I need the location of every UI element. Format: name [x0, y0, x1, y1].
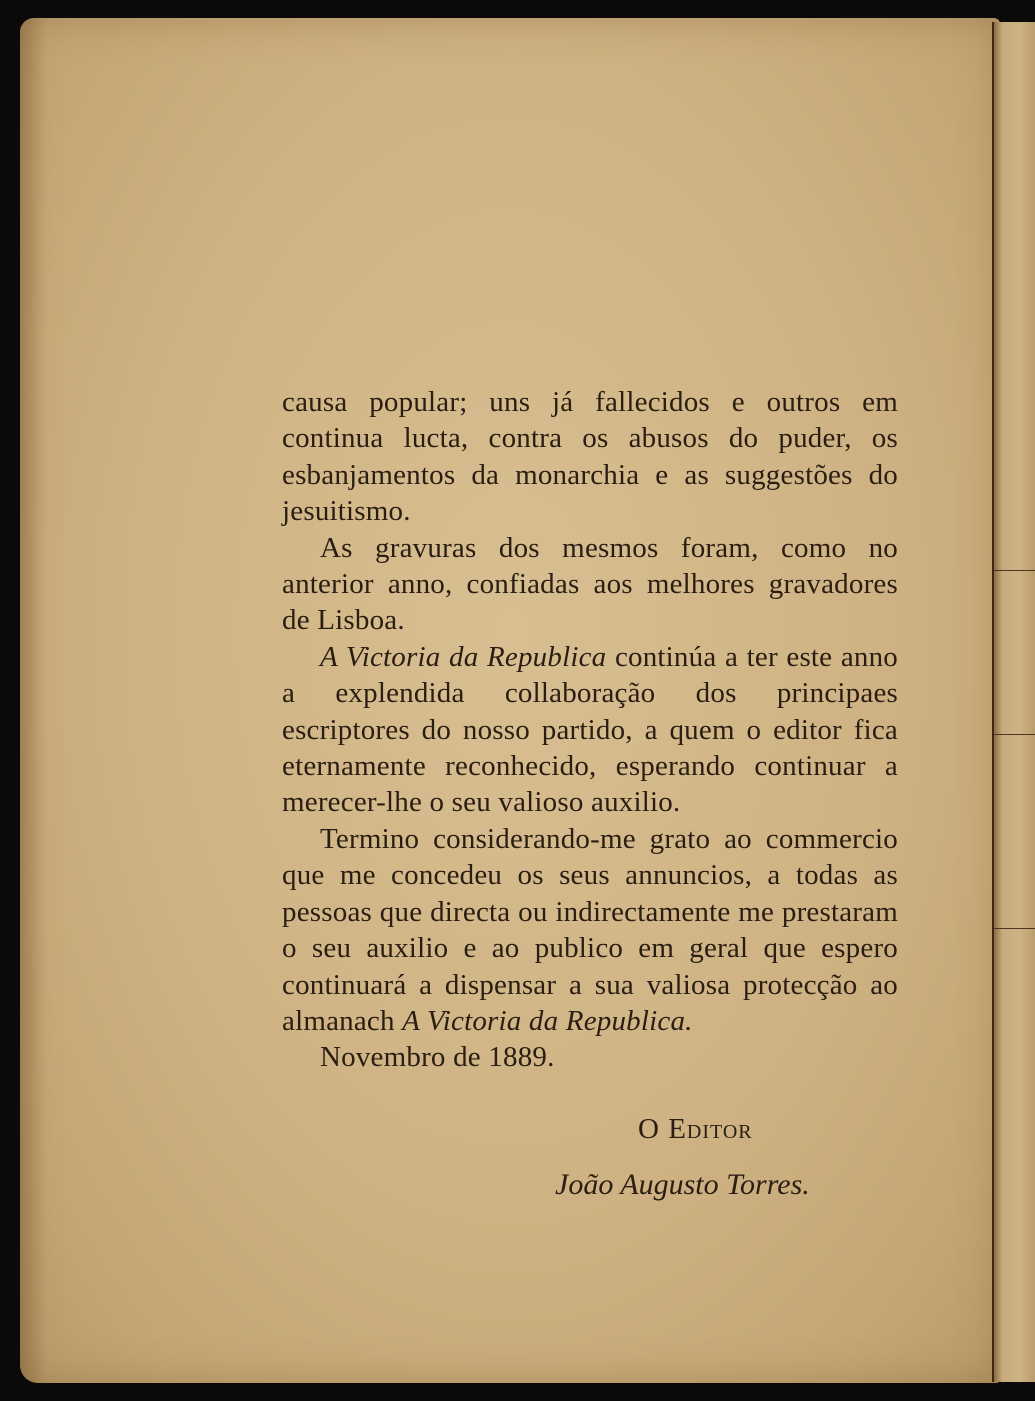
- next-page-edge: [992, 22, 1035, 1382]
- fold-mark: [994, 928, 1035, 929]
- editor-name: João Augusto Torres.: [555, 1168, 810, 1201]
- paragraph-1: causa popular; uns já fallecidos e outros em continua lucta, contra os abusos do puder, os esbanjamentos da monarchia e as suggestões do jesuitismo.: [282, 386, 898, 528]
- paragraph-4: [282, 821, 898, 1039]
- paragraph-3: [282, 639, 898, 821]
- paragraph-2: As gravuras dos mesmos foram, como no anterior anno, confiadas aos melhores gravadores de Lisboa.: [282, 531, 898, 637]
- paragraph-3-text: continúa a ter este anno a explendida collaboração dos principaes escriptores do nosso partido, a quem o editor fica eternamente reconhecido, esperando continuar a merecer-lhe o seu valioso auxilio.: [282, 640, 898, 819]
- fold-mark: [994, 734, 1035, 735]
- almanac-title: A Victoria da Republica: [320, 640, 607, 673]
- almanac-title: A Victoria da Republica.: [402, 1004, 693, 1037]
- paragraph-4-text: Termino considerando-me grato ao commercio que me concedeu os seus annuncios, a todas as pessoas que directa ou indirectamente me prestaram o seu auxilio e ao publico em geral que espero continuará a dispensar a sua valiosa protecção ao almanach: [282, 822, 898, 1037]
- date-line: Novembro de 1889.: [320, 1041, 555, 1074]
- fold-mark: [994, 570, 1035, 571]
- body-text: [282, 384, 898, 1076]
- editor-label: O Editor: [638, 1113, 753, 1145]
